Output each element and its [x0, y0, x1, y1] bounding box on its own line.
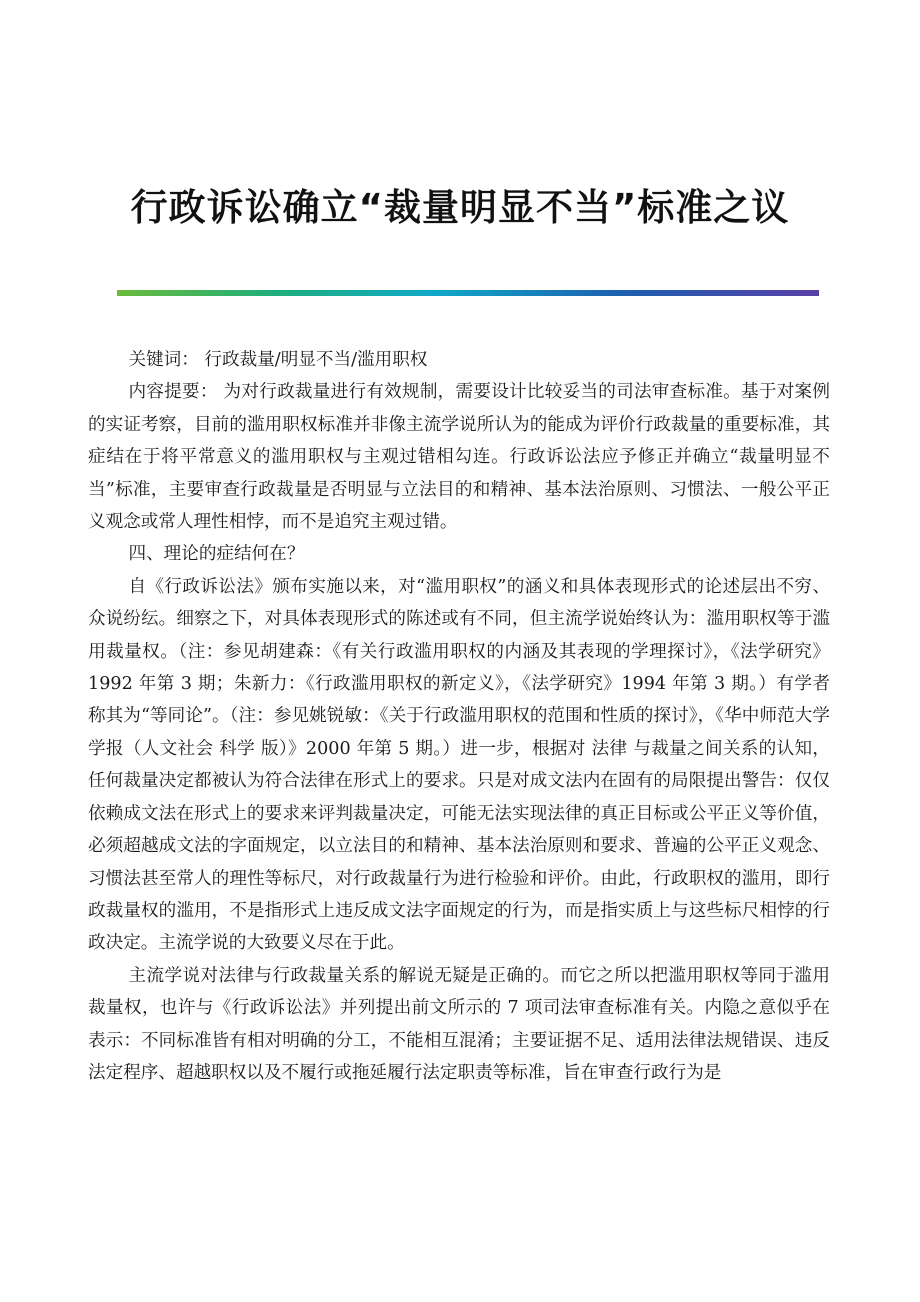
- section-heading: 四、理论的症结何在？: [128, 544, 305, 565]
- document-body: [88, 344, 830, 1089]
- document-title: 行政诉讼确立“裁量明显不当”标准之议: [130, 186, 790, 229]
- title-divider: [117, 290, 819, 296]
- abstract-paragraph: 内容提要： 为对行政裁量进行有效规制，需要设计比较妥当的司法审查标准。基于对案例的实证考察，目前的滥用职权标准并非像主流学说所认为的能成为评价行政裁量的重要标准，其症结在于将平常意义的滥用职权与主观过错相勾连。行政诉讼法应予修正并确立“裁量明显不当”标准，主要审查行政裁量是否明显与立法目的和精神、基本法治原则、习惯法、一般公平正义观念或常人理性相悖，而不是追究主观过错。: [88, 382, 830, 533]
- body-paragraph: 自《行政诉讼法》颁布实施以来，对“滥用职权”的涵义和具体表现形式的论述层出不穷、众说纷纭。细察之下，对具体表现形式的陈述或有不同，但主流学说始终认为：滥用职权等于滥用裁量权。（注：参见胡建森：《有关行政滥用职权的内涵及其表现的学理探讨》，《法学研究》1992 年第 3 期；朱新力：《行政滥用职权的新定义》，《法学研究》1994 年第 3 期。）有学者称其为“等同论”。（注：参见姚锐敏：《关于行政滥用职权的范围和性质的探讨》，《华中师范大学学报（人文社会 科学 版）》2000 年第 5 期。）进一步，根据对 法律 与裁量之间关系的认知，任何裁量决定都被认为符合法律在形式上的要求。只是对成文法内在固有的局限提出警告：仅仅依赖成文法在形式上的要求来评判裁量决定，可能无法实现法律的真正目标或公平正义等价值，必须超越成文法的字面规定，以立法目的和精神、基本法治原则和要求、普遍的公平正义观念、习惯法甚至常人的理性等标尺，对行政裁量行为进行检验和评价。由此，行政职权的滥用，即行政裁量权的滥用，不是指形式上违反成文法字面规定的行为，而是指实质上与这些标尺相悖的行政决定。主流学说的大致要义尽在于此。: [88, 576, 830, 954]
- keywords-paragraph: 关键词： 行政裁量/明显不当/滥用职权: [128, 350, 428, 370]
- body-paragraph: 主流学说对法律与行政裁量关系的解说无疑是正确的。而它之所以把滥用职权等同于滥用裁量权，也许与《行政诉讼法》并列提出前文所示的 7 项司法审查标准有关。内隐之意似乎在表示：不同标准皆有相对明确的分工，不能相互混淆；主要证据不足、适用法律法规错误、违反法定程序、超越职权以及不履行或拖延履行法定职责等标准，旨在审查行政行为是: [88, 965, 830, 1083]
